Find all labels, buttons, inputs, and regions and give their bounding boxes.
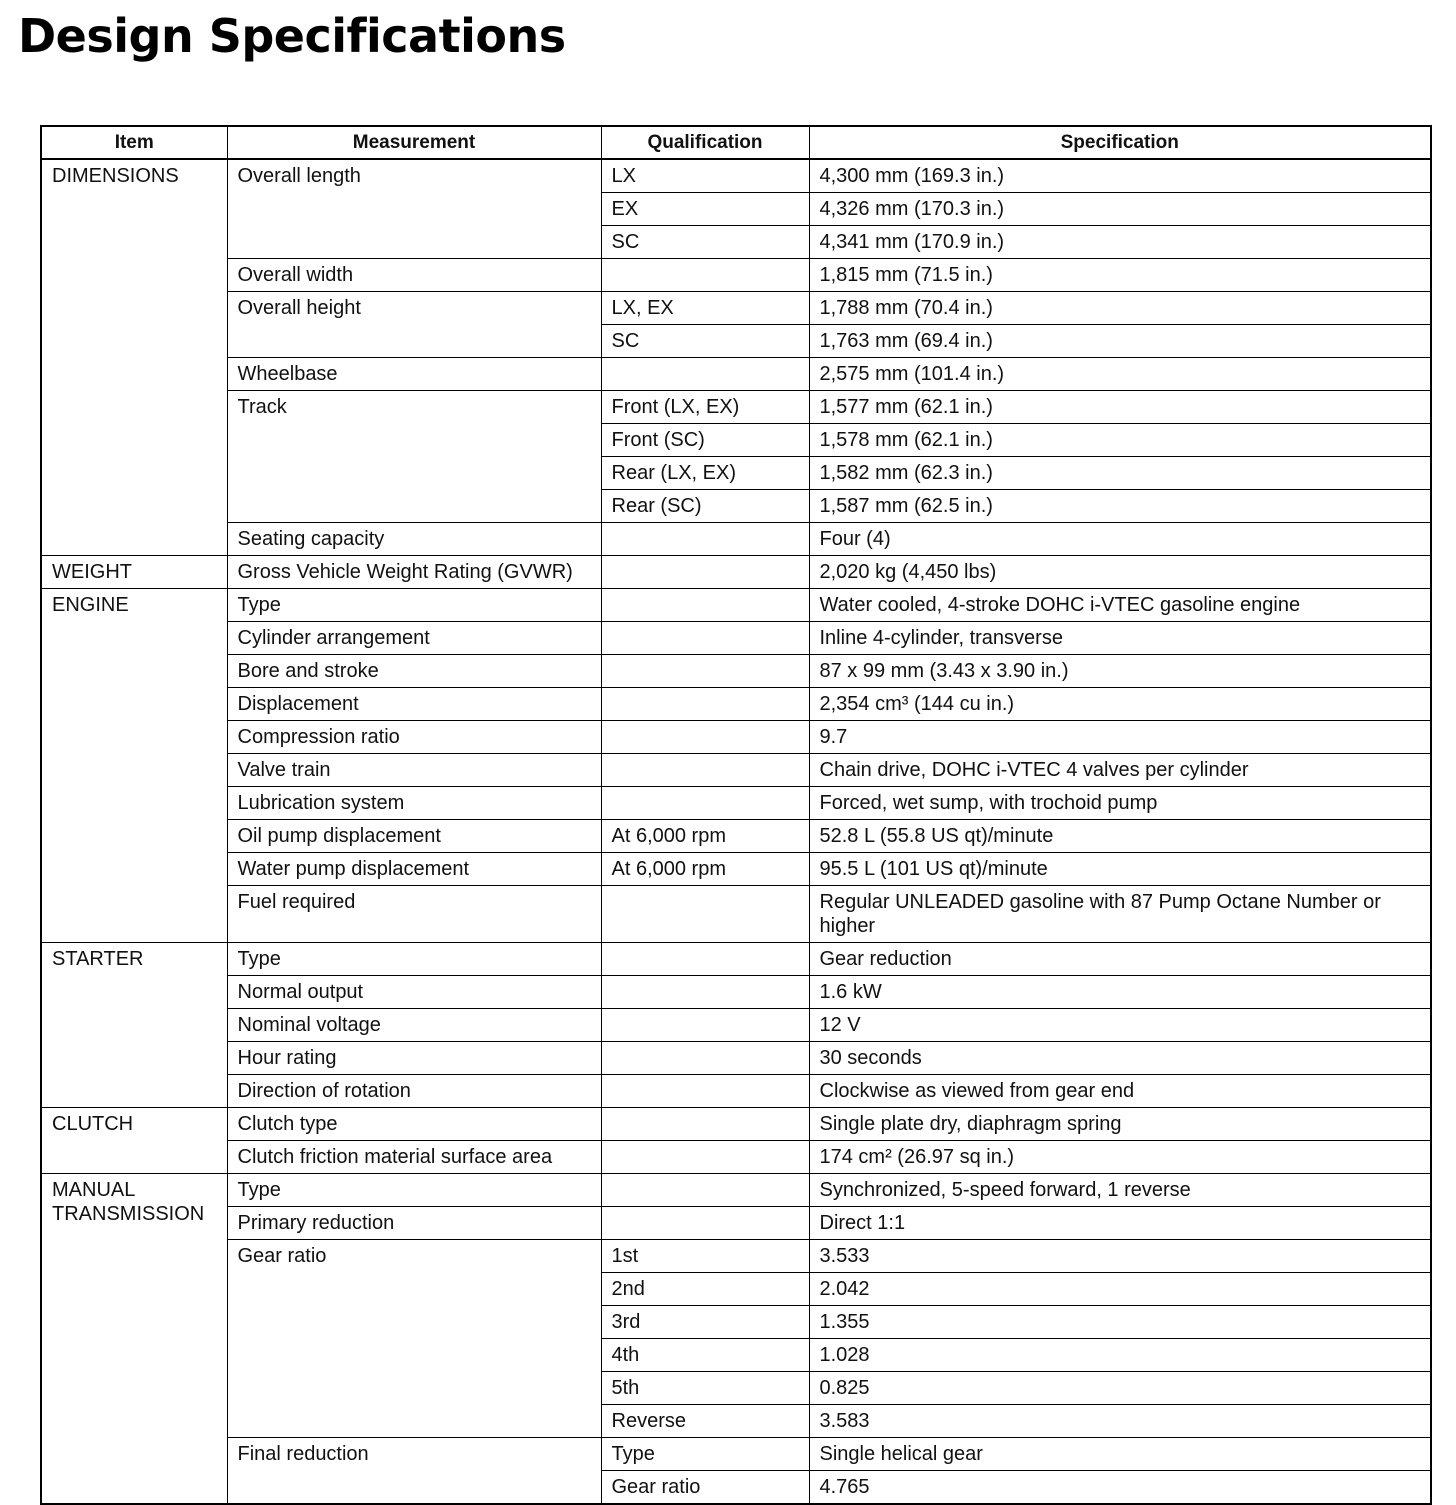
qualification-cell: Reverse bbox=[601, 1405, 809, 1438]
table-row bbox=[41, 622, 1431, 655]
table-row bbox=[41, 688, 1431, 721]
specification-cell: 1,788 mm (70.4 in.) bbox=[809, 292, 1431, 325]
measurement-cell: Compression ratio bbox=[227, 721, 601, 754]
specification-cell: 1,815 mm (71.5 in.) bbox=[809, 259, 1431, 292]
table-row bbox=[41, 1075, 1431, 1108]
table-row bbox=[41, 1438, 1431, 1471]
measurement-cell: Cylinder arrangement bbox=[227, 622, 601, 655]
measurement-cell: Overall length bbox=[227, 159, 601, 259]
qualification-cell bbox=[601, 976, 809, 1009]
measurement-cell: Gear ratio bbox=[227, 1240, 601, 1438]
measurement-cell: Overall height bbox=[227, 292, 601, 358]
specification-cell: Single plate dry, diaphragm spring bbox=[809, 1108, 1431, 1141]
specification-cell: Chain drive, DOHC i-VTEC 4 valves per cylinder bbox=[809, 754, 1431, 787]
specification-cell: 2,354 cm³ (144 cu in.) bbox=[809, 688, 1431, 721]
table-row bbox=[41, 886, 1431, 943]
item-clutch: CLUTCH bbox=[41, 1108, 227, 1174]
qualification-cell: Rear (LX, EX) bbox=[601, 457, 809, 490]
qualification-cell bbox=[601, 688, 809, 721]
qualification-cell bbox=[601, 1108, 809, 1141]
specification-cell: Gear reduction bbox=[809, 943, 1431, 976]
qualification-cell: 1st bbox=[601, 1240, 809, 1273]
specification-cell: 12 V bbox=[809, 1009, 1431, 1042]
specification-cell: Forced, wet sump, with trochoid pump bbox=[809, 787, 1431, 820]
specification-cell: 0.825 bbox=[809, 1372, 1431, 1405]
specification-cell: 4,326 mm (170.3 in.) bbox=[809, 193, 1431, 226]
measurement-cell: Type bbox=[227, 1174, 601, 1207]
specification-cell: Direct 1:1 bbox=[809, 1207, 1431, 1240]
measurement-cell: Wheelbase bbox=[227, 358, 601, 391]
qualification-cell bbox=[601, 358, 809, 391]
table-row bbox=[41, 754, 1431, 787]
specification-cell: Inline 4-cylinder, transverse bbox=[809, 622, 1431, 655]
qualification-cell: Front (SC) bbox=[601, 424, 809, 457]
specification-cell: 4.765 bbox=[809, 1471, 1431, 1505]
measurement-cell: Water pump displacement bbox=[227, 853, 601, 886]
measurement-cell: Fuel required bbox=[227, 886, 601, 943]
specification-cell: 1,577 mm (62.1 in.) bbox=[809, 391, 1431, 424]
measurement-cell: Gross Vehicle Weight Rating (GVWR) bbox=[227, 556, 601, 589]
specification-cell: 1,587 mm (62.5 in.) bbox=[809, 490, 1431, 523]
qualification-cell: At 6,000 rpm bbox=[601, 820, 809, 853]
spec-table bbox=[40, 125, 1432, 1505]
measurement-cell: Nominal voltage bbox=[227, 1009, 601, 1042]
item-starter: STARTER bbox=[41, 943, 227, 1108]
qualification-cell: LX, EX bbox=[601, 292, 809, 325]
specification-cell: Regular UNLEADED gasoline with 87 Pump Octane Number or higher bbox=[809, 886, 1431, 943]
qualification-cell: 5th bbox=[601, 1372, 809, 1405]
qualification-cell: LX bbox=[601, 159, 809, 193]
qualification-cell: SC bbox=[601, 226, 809, 259]
measurement-cell: Normal output bbox=[227, 976, 601, 1009]
header-measurement: Measurement bbox=[227, 126, 601, 159]
measurement-cell: Lubrication system bbox=[227, 787, 601, 820]
qualification-cell: Gear ratio bbox=[601, 1471, 809, 1505]
table-row bbox=[41, 292, 1431, 325]
specification-cell: 1.028 bbox=[809, 1339, 1431, 1372]
specification-cell: 1.355 bbox=[809, 1306, 1431, 1339]
table-row bbox=[41, 655, 1431, 688]
specification-cell: 87 x 99 mm (3.43 x 3.90 in.) bbox=[809, 655, 1431, 688]
item-engine: ENGINE bbox=[41, 589, 227, 943]
table-row bbox=[41, 1108, 1431, 1141]
table-row bbox=[41, 1009, 1431, 1042]
item-dimensions: DIMENSIONS bbox=[41, 159, 227, 556]
qualification-cell bbox=[601, 1009, 809, 1042]
qualification-cell bbox=[601, 259, 809, 292]
qualification-cell bbox=[601, 754, 809, 787]
qualification-cell bbox=[601, 721, 809, 754]
table-row bbox=[41, 820, 1431, 853]
specification-cell: 95.5 L (101 US qt)/minute bbox=[809, 853, 1431, 886]
specification-cell: 4,341 mm (170.9 in.) bbox=[809, 226, 1431, 259]
page-title: Design Specifications bbox=[18, 9, 566, 63]
measurement-cell: Bore and stroke bbox=[227, 655, 601, 688]
table-row bbox=[41, 358, 1431, 391]
qualification-cell bbox=[601, 787, 809, 820]
measurement-cell: Type bbox=[227, 943, 601, 976]
specification-cell: 4,300 mm (169.3 in.) bbox=[809, 159, 1431, 193]
item-weight: WEIGHT bbox=[41, 556, 227, 589]
qualification-cell: Type bbox=[601, 1438, 809, 1471]
table-row bbox=[41, 1141, 1431, 1174]
qualification-cell bbox=[601, 943, 809, 976]
table-row bbox=[41, 391, 1431, 424]
table-row bbox=[41, 1207, 1431, 1240]
measurement-cell: Hour rating bbox=[227, 1042, 601, 1075]
qualification-cell bbox=[601, 1141, 809, 1174]
qualification-cell bbox=[601, 1075, 809, 1108]
specification-cell: 2,020 kg (4,450 lbs) bbox=[809, 556, 1431, 589]
measurement-cell: Direction of rotation bbox=[227, 1075, 601, 1108]
specification-cell: 30 seconds bbox=[809, 1042, 1431, 1075]
measurement-cell: Final reduction bbox=[227, 1438, 601, 1505]
specification-cell: 174 cm² (26.97 sq in.) bbox=[809, 1141, 1431, 1174]
qualification-cell: Rear (SC) bbox=[601, 490, 809, 523]
specification-cell: 52.8 L (55.8 US qt)/minute bbox=[809, 820, 1431, 853]
qualification-cell bbox=[601, 523, 809, 556]
table-row bbox=[41, 589, 1431, 622]
table-row bbox=[41, 976, 1431, 1009]
qualification-cell: EX bbox=[601, 193, 809, 226]
qualification-cell bbox=[601, 1042, 809, 1075]
qualification-cell bbox=[601, 622, 809, 655]
specification-cell: 2.042 bbox=[809, 1273, 1431, 1306]
qualification-cell: At 6,000 rpm bbox=[601, 853, 809, 886]
measurement-cell: Clutch type bbox=[227, 1108, 601, 1141]
qualification-cell bbox=[601, 1174, 809, 1207]
specification-cell: Synchronized, 5-speed forward, 1 reverse bbox=[809, 1174, 1431, 1207]
table-header-row bbox=[41, 126, 1431, 159]
table-row bbox=[41, 159, 1431, 193]
table-row bbox=[41, 1240, 1431, 1273]
measurement-cell: Primary reduction bbox=[227, 1207, 601, 1240]
item-manual-transmission: MANUAL TRANSMISSION bbox=[41, 1174, 227, 1505]
specification-cell: Single helical gear bbox=[809, 1438, 1431, 1471]
table-row bbox=[41, 1042, 1431, 1075]
specification-cell: Four (4) bbox=[809, 523, 1431, 556]
measurement-cell: Track bbox=[227, 391, 601, 523]
header-qualification: Qualification bbox=[601, 126, 809, 159]
qualification-cell: 3rd bbox=[601, 1306, 809, 1339]
specification-cell: 1.6 kW bbox=[809, 976, 1431, 1009]
table-row bbox=[41, 853, 1431, 886]
measurement-cell: Seating capacity bbox=[227, 523, 601, 556]
table-row bbox=[41, 556, 1431, 589]
specification-cell: Water cooled, 4-stroke DOHC i-VTEC gasoline engine bbox=[809, 589, 1431, 622]
qualification-cell: 2nd bbox=[601, 1273, 809, 1306]
table-row bbox=[41, 259, 1431, 292]
specification-cell: 9.7 bbox=[809, 721, 1431, 754]
table-row bbox=[41, 1174, 1431, 1207]
header-specification: Specification bbox=[809, 126, 1431, 159]
specification-cell: 3.533 bbox=[809, 1240, 1431, 1273]
qualification-cell bbox=[601, 655, 809, 688]
qualification-cell: SC bbox=[601, 325, 809, 358]
qualification-cell bbox=[601, 886, 809, 943]
qualification-cell bbox=[601, 1207, 809, 1240]
specification-cell: 1,582 mm (62.3 in.) bbox=[809, 457, 1431, 490]
measurement-cell: Clutch friction material surface area bbox=[227, 1141, 601, 1174]
table-row bbox=[41, 787, 1431, 820]
specification-cell: 2,575 mm (101.4 in.) bbox=[809, 358, 1431, 391]
specification-cell: 3.583 bbox=[809, 1405, 1431, 1438]
qualification-cell: 4th bbox=[601, 1339, 809, 1372]
measurement-cell: Overall width bbox=[227, 259, 601, 292]
header-item: Item bbox=[41, 126, 227, 159]
table-row bbox=[41, 943, 1431, 976]
measurement-cell: Valve train bbox=[227, 754, 601, 787]
specification-cell: Clockwise as viewed from gear end bbox=[809, 1075, 1431, 1108]
table-row bbox=[41, 523, 1431, 556]
specification-cell: 1,578 mm (62.1 in.) bbox=[809, 424, 1431, 457]
measurement-cell: Displacement bbox=[227, 688, 601, 721]
qualification-cell: Front (LX, EX) bbox=[601, 391, 809, 424]
measurement-cell: Type bbox=[227, 589, 601, 622]
specification-cell: 1,763 mm (69.4 in.) bbox=[809, 325, 1431, 358]
qualification-cell bbox=[601, 556, 809, 589]
table-row bbox=[41, 721, 1431, 754]
qualification-cell bbox=[601, 589, 809, 622]
measurement-cell: Oil pump displacement bbox=[227, 820, 601, 853]
